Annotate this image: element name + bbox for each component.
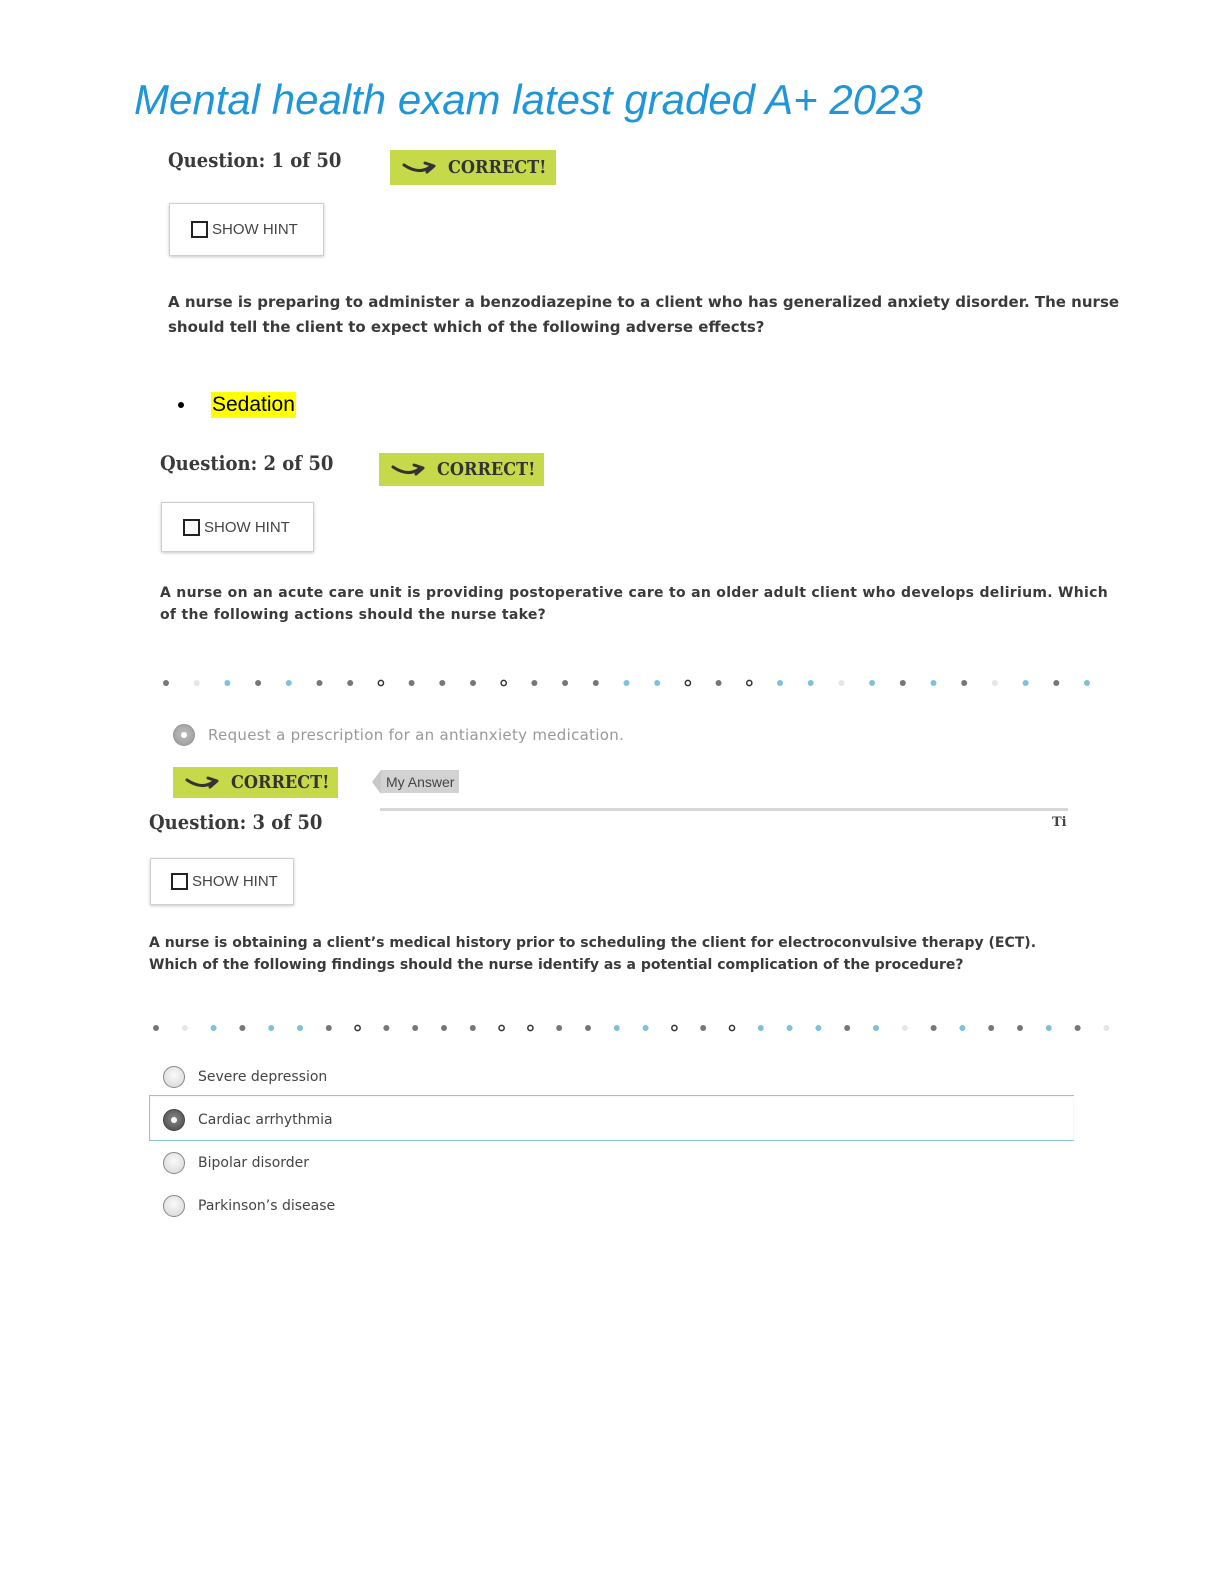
separator-dot (409, 680, 415, 686)
separator-dot (562, 680, 568, 686)
show-hint-label: SHOW HINT (192, 873, 278, 890)
separator-dot (716, 680, 722, 686)
separator-dot (499, 1025, 504, 1030)
separator-dot (643, 1025, 649, 1031)
separator-dot (1084, 680, 1090, 686)
separator-dot (992, 680, 998, 686)
separator-dot (211, 1025, 217, 1031)
separator-dot (286, 680, 292, 686)
separator-dot (1046, 1025, 1052, 1031)
answer-option-selected[interactable] (173, 724, 624, 746)
question-2-text (160, 582, 1108, 626)
separator-dot (593, 680, 599, 686)
separator-dot (317, 680, 323, 686)
answer-list-item (178, 392, 296, 418)
question-2-correct-badge (379, 453, 544, 486)
separator-dot (624, 680, 630, 686)
separator-dot (268, 1025, 274, 1031)
answer-option[interactable] (163, 1066, 327, 1088)
radio-button-icon[interactable] (163, 1152, 185, 1174)
option-label: Bipolar disorder (198, 1155, 310, 1171)
option-label: Parkinson’s disease (198, 1198, 336, 1214)
separator-dot (931, 1025, 937, 1031)
question-text-line: A nurse on an acute care unit is providing postoperative care to an older adult client who develops delirium. Which (160, 585, 1109, 601)
separator-dot (1053, 680, 1059, 686)
separator-dot (470, 1025, 476, 1031)
question-text-line: of the following actions should the nurse take? (160, 607, 547, 623)
separator-dot (902, 1025, 908, 1031)
option-label: Severe depression (198, 1069, 328, 1085)
separator-dot (988, 1025, 994, 1031)
separator-dot (182, 1025, 188, 1031)
separator-dot (441, 1025, 447, 1031)
show-hint-button[interactable] (169, 203, 324, 256)
radio-button-icon[interactable] (163, 1066, 185, 1088)
separator-dot (1103, 1025, 1109, 1031)
checkbox-icon[interactable] (171, 873, 188, 890)
separator-dot (531, 680, 537, 686)
separator-dot (1075, 1025, 1081, 1031)
show-hint-button[interactable] (161, 502, 314, 552)
checkbox-icon[interactable] (191, 221, 208, 238)
separator-dot (439, 680, 445, 686)
curved-arrow-icon (391, 463, 425, 477)
separator-dot (1017, 1025, 1023, 1031)
question-1-label: Question: 1 of 50 (168, 148, 342, 172)
separator-dot (900, 680, 906, 686)
separator-dot (685, 680, 690, 685)
radio-button-icon[interactable] (163, 1109, 185, 1131)
my-answer-label: My Answer (381, 770, 459, 793)
separator-dot (672, 1025, 677, 1030)
separator-dot (194, 680, 200, 686)
timer-label: Ti (1052, 815, 1067, 830)
separator-dot (163, 680, 169, 686)
separator-dot (959, 1025, 965, 1031)
separator-dot (777, 680, 783, 686)
separator-dot (153, 1025, 159, 1031)
radio-button-icon[interactable] (163, 1195, 185, 1217)
separator-dot (729, 1025, 734, 1030)
curved-arrow-icon (185, 776, 219, 790)
separator-dot (808, 680, 814, 686)
checkbox-icon[interactable] (183, 519, 200, 536)
show-hint-button[interactable] (150, 858, 294, 905)
separator-dot (838, 680, 844, 686)
separator-dot (844, 1025, 850, 1031)
separator-dot (224, 680, 230, 686)
separator-dot (961, 680, 967, 686)
curved-arrow-icon (402, 161, 436, 175)
badge-label: CORRECT! (448, 157, 547, 178)
separator-dot (378, 680, 383, 685)
separator-dot (556, 1025, 562, 1031)
separator-dot (1023, 680, 1029, 686)
question-1-correct-badge (390, 150, 556, 185)
separator-dot (614, 1025, 620, 1031)
separator-dot (347, 680, 353, 686)
divider (380, 808, 1068, 811)
separator-dot (383, 1025, 389, 1031)
separator-dot (470, 680, 476, 686)
tag-arrow-icon (372, 770, 381, 794)
radio-button-icon[interactable] (173, 724, 195, 746)
separator-dot (412, 1025, 418, 1031)
question-text-line: A nurse is obtaining a client’s medical history prior to scheduling the client for electroconvulsive therapy (ECT). (149, 935, 1037, 951)
answer-option-selected[interactable] (163, 1109, 333, 1131)
show-hint-label: SHOW HINT (212, 221, 298, 238)
separator-dot (931, 680, 937, 686)
question-3-text (149, 932, 1036, 976)
question-text-line: should tell the client to expect which of the following adverse effects? (168, 318, 765, 336)
separator-dot (700, 1025, 706, 1031)
separator-dot (815, 1025, 821, 1031)
answer-option[interactable] (163, 1152, 309, 1174)
answer-option[interactable] (163, 1195, 335, 1217)
option-label: Cardiac arrhythmia (198, 1112, 333, 1128)
separator-dot (528, 1025, 533, 1030)
page-title: Mental health exam latest graded A+ 2023 (134, 76, 923, 123)
separator-dot (326, 1025, 332, 1031)
result-correct-badge (173, 767, 338, 798)
separator-dot (255, 680, 261, 686)
dotted-separator (160, 677, 1070, 689)
option-label: Request a prescription for an antianxiety medication. (208, 726, 625, 744)
question-2-label: Question: 2 of 50 (160, 451, 334, 475)
separator-dot (654, 680, 660, 686)
question-text-line: Which of the following findings should the nurse identify as a potential complication of the procedure? (149, 957, 964, 973)
question-1-text (168, 290, 1119, 340)
separator-dot (758, 1025, 764, 1031)
show-hint-label: SHOW HINT (204, 518, 290, 536)
question-text-line: A nurse is preparing to administer a benzodiazepine to a client who has generalized anxiety disorder. The nurse (168, 293, 1120, 311)
separator-dot (355, 1025, 360, 1030)
separator-dot (787, 1025, 793, 1031)
separator-dot (501, 680, 506, 685)
badge-label: CORRECT! (437, 459, 536, 480)
badge-label: CORRECT! (231, 772, 330, 793)
separator-dot (297, 1025, 303, 1031)
separator-dot (869, 680, 875, 686)
bullet-icon (178, 402, 184, 408)
separator-dot (747, 680, 752, 685)
highlighted-answer: Sedation (212, 393, 295, 416)
dotted-separator (150, 1022, 1065, 1034)
question-3-label: Question: 3 of 50 (149, 810, 323, 834)
separator-dot (873, 1025, 879, 1031)
separator-dot (239, 1025, 245, 1031)
my-answer-tag (372, 770, 459, 793)
separator-dot (585, 1025, 591, 1031)
